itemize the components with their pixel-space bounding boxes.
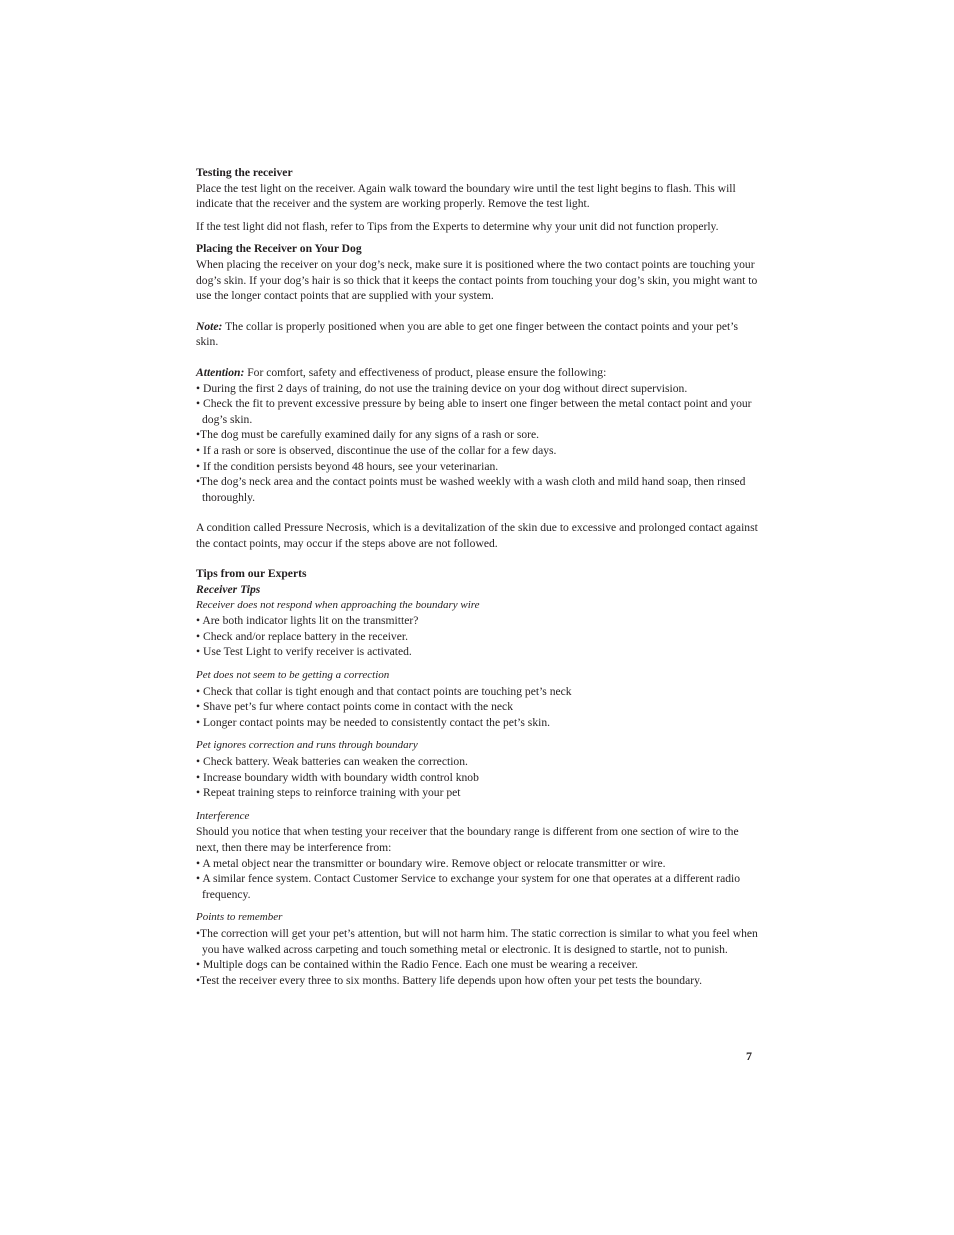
list-item: • Check that collar is tight enough and that contact points are touching pet’s neck bbox=[196, 684, 572, 698]
section-title: Points to remember bbox=[196, 911, 283, 924]
list-item: •The correction will get your pet’s attention, but will not harm him. The static correction is similar to what you feel when you have walked across carpeting and touch something metal or electronic. It is designed to startle, not to punish. bbox=[196, 926, 758, 956]
list-item: • A metal object near the transmitter or boundary wire. Remove object or relocate transmitter or wire. bbox=[196, 856, 666, 870]
testing-heading: Testing the receiver bbox=[196, 166, 293, 179]
list-item: •The dog’s neck area and the contact points must be washed weekly with a wash cloth and mild hand soap, then rinsed thoroughly. bbox=[196, 475, 746, 504]
tips-list bbox=[196, 926, 758, 988]
list-item: • Are both indicator lights lit on the transmitter? bbox=[196, 614, 419, 628]
page-number: 7 bbox=[746, 1049, 752, 1063]
list-item: • Check and/or replace battery in the receiver. bbox=[196, 629, 408, 643]
list-item: • Repeat training steps to reinforce training with your pet bbox=[196, 786, 461, 800]
list-item: •Test the receiver every three to six months. Battery life depends upon how often your pet tests the boundary. bbox=[196, 973, 703, 987]
list-item: • If a rash or sore is observed, discontinue the use of the collar for a few days. bbox=[196, 443, 557, 457]
section-title: Pet ignores correction and runs through boundary bbox=[196, 739, 418, 752]
list-item: • During the first 2 days of training, do not use the training device on your dog without direct supervision. bbox=[196, 381, 688, 395]
section-title: Receiver does not respond when approaching the boundary wire bbox=[196, 598, 480, 611]
attention-label: Attention: bbox=[196, 365, 245, 379]
list-item: • Shave pet’s fur where contact points come in contact with the neck bbox=[196, 700, 513, 714]
list-item: •The dog must be carefully examined daily for any signs of a rash or sore. bbox=[196, 428, 540, 442]
list-item: • Increase boundary width with boundary width control knob bbox=[196, 770, 479, 784]
note-text: The collar is properly positioned when you are able to get one finger between the contact points and your pet’s skin. bbox=[196, 319, 738, 349]
tips-heading: Tips from our Experts bbox=[196, 567, 307, 581]
list-item: • Longer contact points may be needed to consistently contact the pet’s skin. bbox=[196, 715, 551, 729]
list-item: • Check the fit to prevent excessive pressure by being able to insert one finger between the metal contact point and your dog’s skin. bbox=[196, 397, 752, 426]
list-item: • Multiple dogs can be contained within the Radio Fence. Each one must be wearing a receiver. bbox=[196, 958, 638, 972]
placing-heading: Placing the Receiver on Your Dog bbox=[196, 242, 362, 256]
list-item: • Use Test Light to verify receiver is activated. bbox=[196, 645, 412, 659]
receiver-tips-subheading: Receiver Tips bbox=[196, 583, 261, 597]
tips-list bbox=[196, 684, 758, 731]
attention-list bbox=[196, 381, 758, 506]
interference-intro: Should you notice that when testing your receiver that the boundary range is different from one section of wire to the next, then there may be interference from: bbox=[196, 825, 739, 854]
note-label: Note: bbox=[196, 319, 223, 333]
tips-list bbox=[196, 613, 758, 660]
placing-paragraph: When placing the receiver on your dog’s neck, make sure it is positioned where the two contact points are touching your dog’s skin. If your dog’s hair is so thick that it keeps the contact points from touching your dog’s skin, you might want to use the longer contact points that are supplied with your system. bbox=[196, 257, 758, 303]
tips-list bbox=[196, 856, 758, 903]
testing-paragraph: Place the test light on the receiver. Again walk toward the boundary wire until the test light begins to flash. This will indicate that the receiver and the system are working properly. Remove the test light. bbox=[196, 181, 736, 211]
section-title: Interference bbox=[196, 809, 250, 822]
note-paragraph bbox=[196, 319, 758, 350]
list-item: • A similar fence system. Contact Customer Service to exchange your system for one that operates at a different radio frequency. bbox=[196, 872, 741, 901]
section-title: Pet does not seem to be getting a correction bbox=[196, 669, 390, 682]
necrosis-paragraph: A condition called Pressure Necrosis, which is a devitalization of the skin due to excessive and prolonged contact against the contact points, may occur if the steps above are not followed. bbox=[196, 521, 758, 550]
attention-text: For comfort, safety and effectiveness of product, please ensure the following: bbox=[244, 365, 607, 379]
list-item: • If the condition persists beyond 48 hours, see your veterinarian. bbox=[196, 459, 499, 473]
manual-page bbox=[196, 165, 758, 988]
testing-followup-paragraph: If the test light did not flash, refer to Tips from the Experts to determine why your unit did not function properly. bbox=[196, 219, 719, 233]
tips-list bbox=[196, 754, 758, 801]
attention-paragraph bbox=[196, 365, 758, 381]
list-item: • Check battery. Weak batteries can weaken the correction. bbox=[196, 755, 468, 768]
